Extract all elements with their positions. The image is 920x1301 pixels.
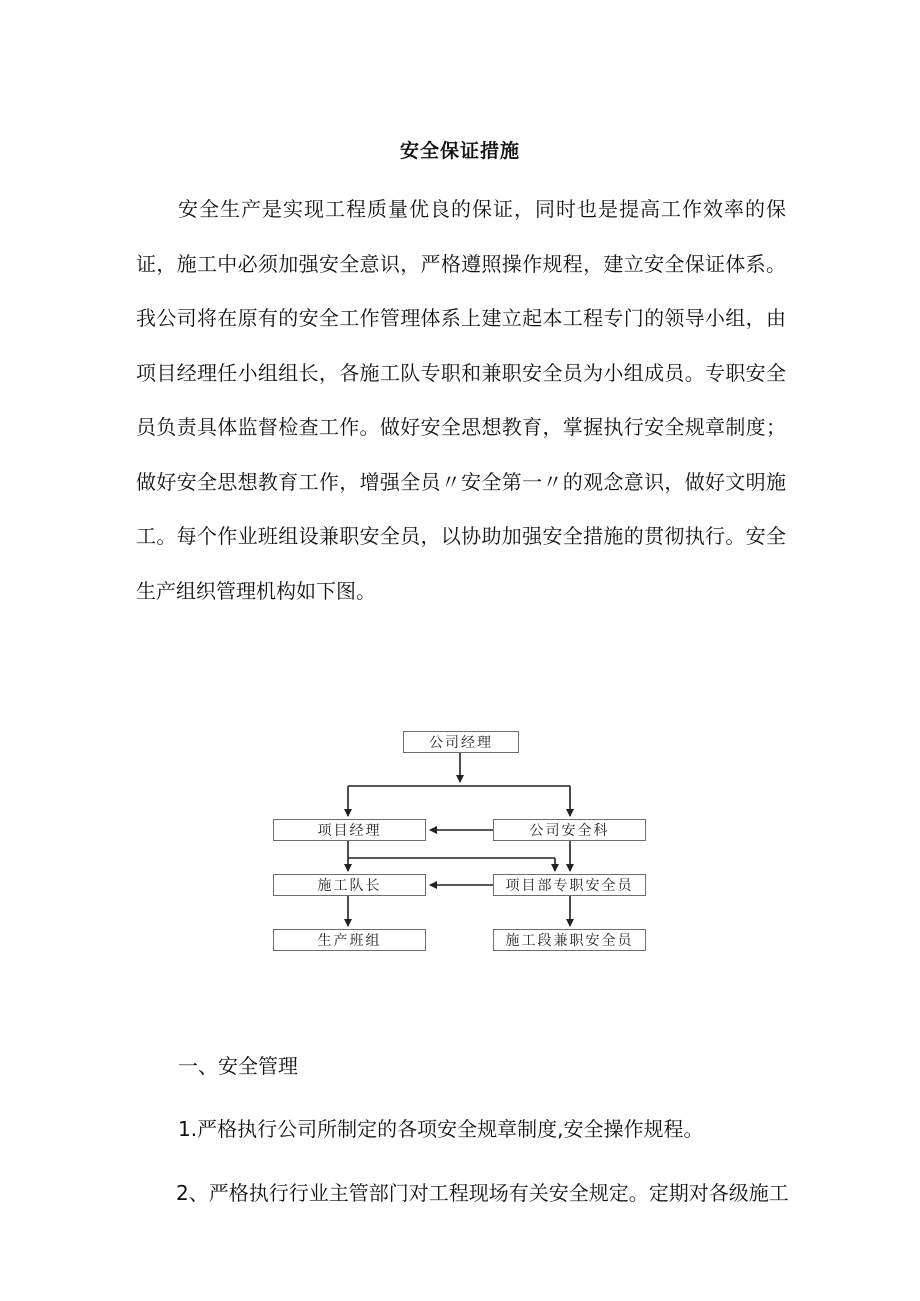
org-node-section-safety-officer: 施工段兼职安全员 (493, 929, 646, 951)
org-node-project-manager: 项目经理 (273, 819, 426, 841)
org-node-company-manager: 公司经理 (403, 731, 519, 753)
page-title: 安全保证措施 (399, 140, 520, 162)
org-node-production-team: 生产班组 (273, 929, 426, 951)
section-heading: 一、安全管理 (178, 1054, 298, 1078)
org-node-team-leader: 施工队长 (273, 874, 426, 896)
org-node-safety-department: 公司安全科 (493, 819, 646, 841)
org-node-project-safety-officer: 项目部专职安全员 (493, 874, 646, 896)
list-item: 2、严格执行行业主管部门对工程现场有关安全规定。定期对各级施工 (176, 1181, 789, 1205)
list-item: 1.严格执行公司所制定的各项安全规章制度,安全操作规程。 (178, 1117, 704, 1141)
intro-paragraph: 安全生产是实现工程质量优良的保证，同时也是提高工作效率的保证，施工中必须加强安全意识，严格遵照操作规程，建立安全保证体系。我公司将在原有的安全工作管理体系上建立起本工程专门的领导小组，由项目经理任小组组长，各施工队专职和兼职安全员为小组成员。专职安全员负责具体监督检查工作。做好安全思想教育，掌握执行安全规章制度；做好安全思想教育工作，增强全员〃安全第一〃的观念意识，做好文明施工。每个作业班组设兼职安全员，以协助加强安全措施的贯彻执行。安全生产组织管理机构如下图。 (136, 197, 786, 603)
